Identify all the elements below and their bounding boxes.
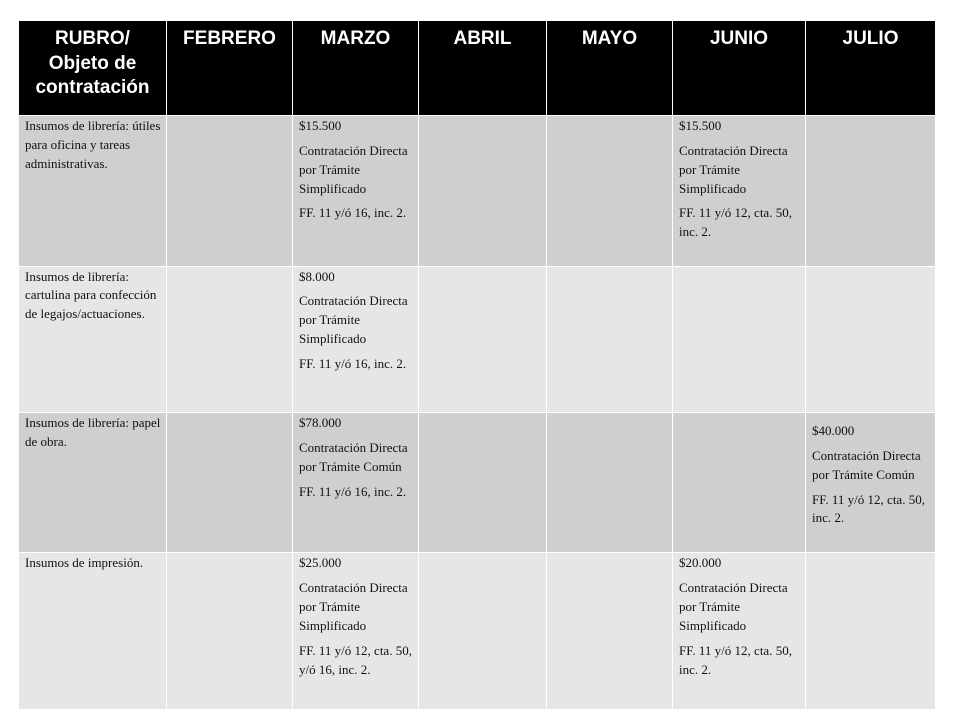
amount-text: $20.000 [679,555,722,571]
empty-cell [547,266,673,412]
header-mayo: MAYO [547,21,673,116]
marzo-cell [293,116,419,267]
funding-text: FF. 11 y/ó 12, cta. 50, y/ó 16, inc. 2. [299,642,412,677]
header-rubro: RUBRO/ Objeto de contratación [19,21,167,116]
junio-cell [673,553,806,710]
procedure-text: Contratación Directa por Trámite Simplificado [679,142,788,196]
empty-cell [806,266,936,412]
julio-content [812,414,931,528]
funding-text: FF. 11 y/ó 16, inc. 2. [299,205,407,221]
procedure-text: Contratación Directa por Trámite Simplificado [299,293,408,347]
amount-text: $8.000 [299,268,335,284]
funding-text: FF. 11 y/ó 12, cta. 50, inc. 2. [679,642,792,677]
procedure-text: Contratación Directa por Trámite Común [299,439,408,474]
rubro-cell: Insumos de librería: papel de obra. [19,412,167,552]
table-row [19,553,936,710]
funding-text: FF. 11 y/ó 16, inc. 2. [299,483,407,499]
header-marzo: MARZO [293,21,419,116]
marzo-cell [293,412,419,552]
empty-cell [673,412,806,552]
empty-cell [167,412,293,552]
amount-text: $15.500 [679,118,722,133]
empty-cell [167,553,293,710]
empty-cell [419,553,547,710]
funding-text: FF. 11 y/ó 16, inc. 2. [299,355,407,371]
amount-text: $25.000 [299,555,342,571]
table-row [19,266,936,412]
procedure-text: Contratación Directa por Trámite Simplificado [679,580,788,633]
rubro-cell: Insumos de librería: útiles para oficina y tareas administrativas. [19,116,167,267]
julio-cell [806,412,936,552]
rubro-cell: Insumos de impresión. [19,553,167,710]
empty-cell [419,412,547,552]
procedure-text: Contratación Directa por Trámite Simplificado [299,142,408,196]
empty-cell [806,553,936,710]
procurement-schedule-table [18,20,936,710]
junio-cell [673,116,806,267]
header-junio: JUNIO [673,21,806,116]
header-julio: JULIO [806,21,936,116]
empty-cell [419,116,547,267]
amount-text: $40.000 [812,422,855,438]
amount-text: $15.500 [299,118,342,133]
empty-cell [547,412,673,552]
procedure-text: Contratación Directa por Trámite Común [812,447,921,482]
amount-text: $78.000 [299,414,342,430]
marzo-cell [293,553,419,710]
rubro-cell: Insumos de librería: cartulina para confección de legajos/actuaciones. [19,266,167,412]
header-abril: ABRIL [419,21,547,116]
empty-cell [167,266,293,412]
header-row [19,21,936,116]
funding-text: FF. 11 y/ó 12, cta. 50, inc. 2. [679,205,792,240]
empty-cell [673,266,806,412]
empty-cell [167,116,293,267]
header-febrero: FEBRERO [167,21,293,116]
table-row [19,412,936,552]
table-row [19,116,936,267]
funding-text: FF. 11 y/ó 12, cta. 50, inc. 2. [812,491,925,526]
empty-cell [419,266,547,412]
empty-cell [806,116,936,267]
procedure-text: Contratación Directa por Trámite Simplificado [299,580,408,633]
empty-cell [547,553,673,710]
empty-cell [547,116,673,267]
marzo-cell [293,266,419,412]
